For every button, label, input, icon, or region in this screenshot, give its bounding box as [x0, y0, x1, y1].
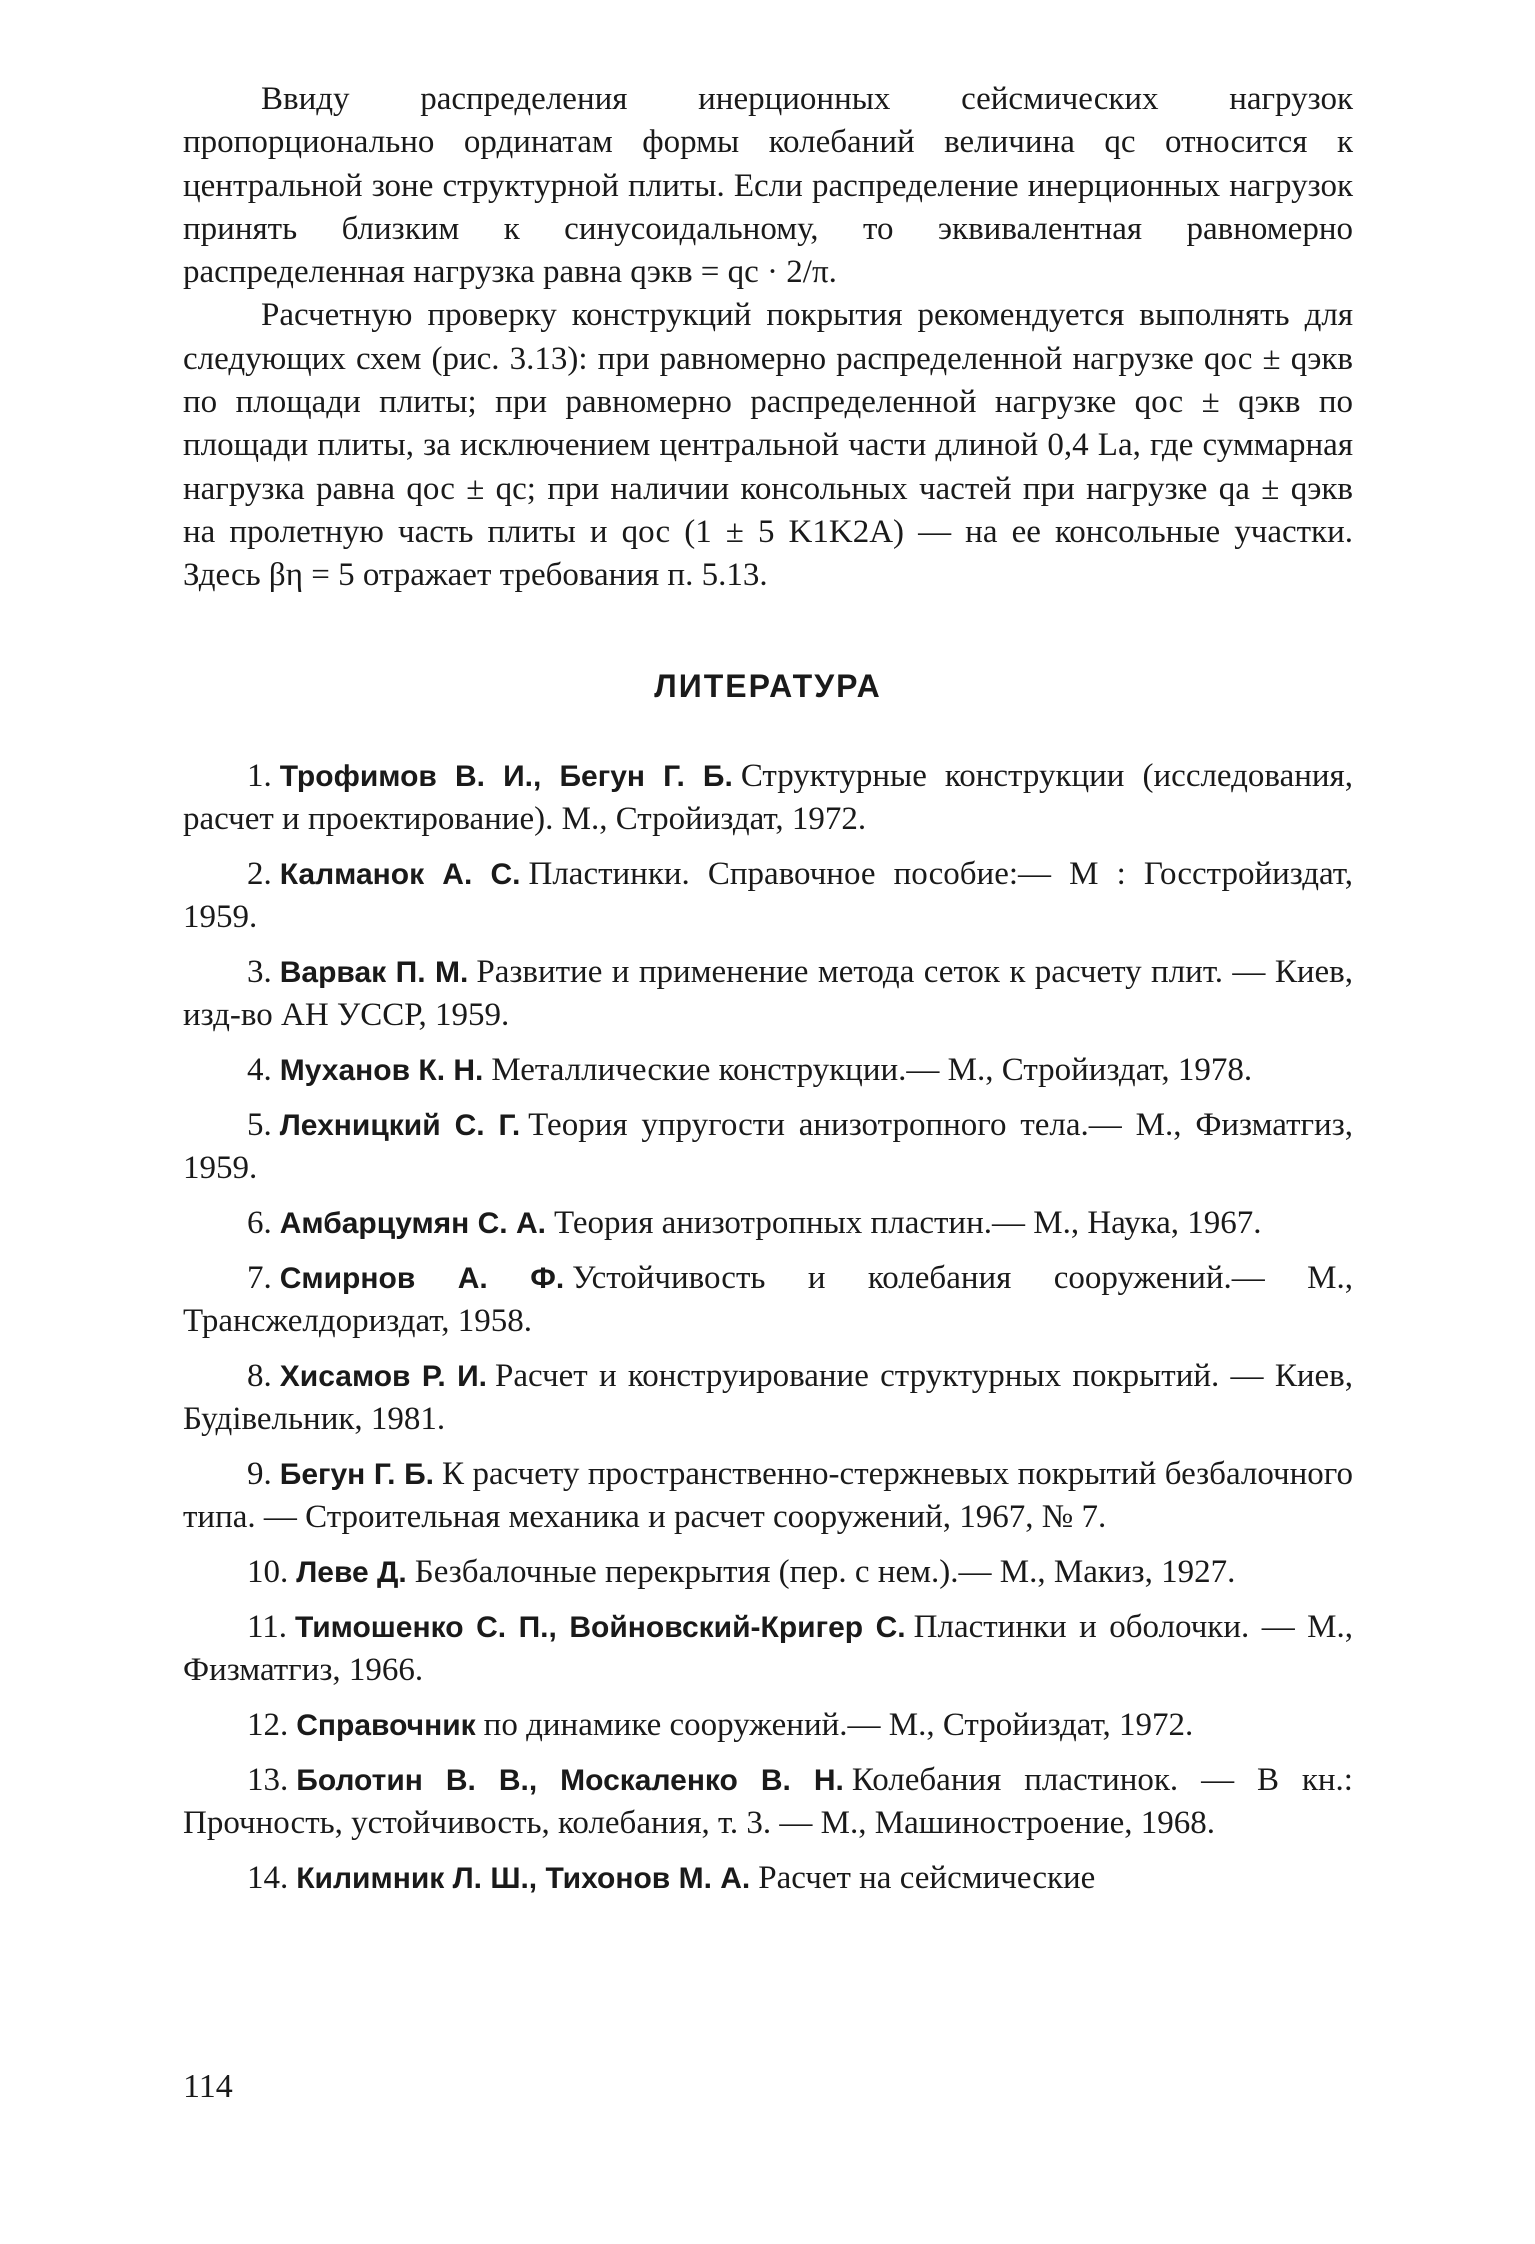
page-number: 114	[183, 2068, 233, 2105]
reference-item-1	[183, 755, 1353, 841]
reference-authors: Болотин В. В., Москаленко В. Н.	[296, 1763, 844, 1797]
reference-item-9	[183, 1453, 1353, 1539]
reference-item-2	[183, 853, 1353, 939]
reference-number: 8.	[247, 1357, 272, 1394]
reference-number: 11.	[247, 1608, 288, 1645]
reference-list	[183, 755, 1353, 1900]
reference-item-6	[183, 1202, 1353, 1245]
reference-text: Устойчивость и колебания сооружений.— М., Трансжелдориздат, 1958.	[183, 1259, 1353, 1339]
reference-authors: Лехницкий С. Г.	[279, 1108, 521, 1142]
reference-number: 12.	[247, 1706, 289, 1743]
reference-item-7	[183, 1257, 1353, 1343]
reference-number: 9.	[247, 1455, 272, 1492]
reference-item-4	[183, 1049, 1353, 1092]
reference-text: К расчету пространственно-стержневых покрытий безбалочного типа. — Строительная механика и расчет сооружений, 1967, № 7.	[183, 1455, 1353, 1535]
reference-authors: Леве Д.	[296, 1555, 407, 1589]
page-content	[183, 78, 1353, 1912]
reference-text: Металлические конструкции.— М., Стройиздат, 1978.	[491, 1051, 1253, 1088]
reference-number: 4.	[247, 1051, 272, 1088]
reference-item-10	[183, 1551, 1353, 1594]
reference-text: Безбалочные перекрытия (пер. с нем.).— М., Макиз, 1927.	[414, 1553, 1236, 1590]
reference-number: 5.	[247, 1106, 272, 1143]
reference-text: Пластинки и оболочки. — М., Физматгиз, 1966.	[183, 1608, 1353, 1688]
reference-text: Пластинки. Справочное пособие:— М : Госстройиздат, 1959.	[183, 855, 1353, 935]
reference-number: 14.	[247, 1859, 289, 1896]
reference-authors: Килимник Л. Ш., Тихонов М. А.	[296, 1861, 751, 1895]
reference-authors: Амбарцумян С. А.	[279, 1206, 546, 1240]
reference-text: Теория упругости анизотропного тела.— М., Физматгиз, 1959.	[183, 1106, 1353, 1186]
reference-item-13	[183, 1759, 1353, 1845]
reference-authors: Калманок А. С.	[279, 857, 521, 891]
reference-text: Развитие и применение метода сеток к расчету плит. — Киев, изд-во АН УССР, 1959.	[183, 953, 1353, 1033]
reference-number: 10.	[247, 1553, 289, 1590]
reference-item-5	[183, 1104, 1353, 1190]
reference-authors: Тимошенко С. П., Войновский-Кригер С.	[295, 1610, 906, 1644]
reference-authors: Смирнов А. Ф.	[279, 1261, 565, 1295]
reference-text: Структурные конструкции (исследования, расчет и проектирование). М., Стройиздат, 1972.	[183, 757, 1353, 837]
reference-text: Теория анизотропных пластин.— М., Наука, 1967.	[553, 1204, 1262, 1241]
reference-authors: Варвак П. М.	[279, 955, 469, 989]
reference-item-11	[183, 1606, 1353, 1692]
body-paragraph-2: Расчетную проверку конструкций покрытия рекомендуется выполнять для следующих схем (рис. 3.13): при равномерно распределенной нагрузке qос ± qэкв по площади плиты; при равномерно распределенной нагрузке qос ± qэкв по площади плиты, за исключением центральной части длиной 0,4 Lа, где суммарная нагрузка равна qос ± qс; при наличии консольных частей при нагрузке qа ± qэкв на пролетную часть плиты и qос (1 ± 5 K1K2A) — на ее консольные участки. Здесь βη = 5 отражает требования п. 5.13.	[183, 297, 1353, 594]
reference-text: Колебания пластинок. — В кн.: Прочность, устойчивость, колебания, т. 3. — М., Машиностроение, 1968.	[183, 1761, 1353, 1841]
reference-number: 1.	[247, 757, 272, 794]
reference-number: 7.	[247, 1259, 272, 1296]
reference-authors: Бегун Г. Б.	[279, 1457, 434, 1491]
reference-number: 2.	[247, 855, 272, 892]
reference-item-12	[183, 1704, 1353, 1747]
reference-number: 13.	[247, 1761, 289, 1798]
reference-item-3	[183, 951, 1353, 1037]
reference-item-8	[183, 1355, 1353, 1441]
reference-authors: Хисамов Р. И.	[279, 1359, 487, 1393]
reference-number: 3.	[247, 953, 272, 990]
reference-item-14	[183, 1857, 1353, 1900]
reference-text: Расчет на сейсмические	[758, 1859, 1096, 1896]
reference-authors: Трофимов В. И., Бегун Г. Б.	[279, 759, 733, 793]
literature-heading: ЛИТЕРАТУРА	[654, 667, 882, 704]
reference-authors: Муханов К. Н.	[279, 1053, 484, 1087]
reference-number: 6.	[247, 1204, 272, 1241]
reference-text: по динамике сооружений.— М., Стройиздат, 1972.	[483, 1706, 1194, 1743]
reference-text: Расчет и конструирование структурных покрытий. — Киев, Будівельник, 1981.	[183, 1357, 1353, 1437]
body-paragraph-1: Ввиду распределения инерционных сейсмических нагрузок пропорционально ординатам формы колебаний величина qс относится к центральной зоне структурной плиты. Если распределение инерционных нагрузок принять близким к синусоидальному, то эквивалентная равномерно распределенная нагрузка равна qэкв = qс · 2/π.	[183, 81, 1353, 291]
reference-authors: Справочник	[296, 1708, 476, 1742]
